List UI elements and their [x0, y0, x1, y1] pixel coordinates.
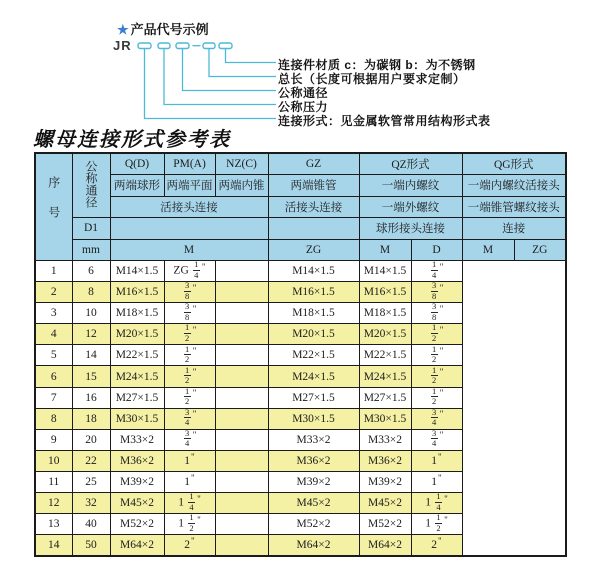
code-box-4: [203, 43, 215, 49]
body-cell: M14×1.5: [110, 261, 164, 282]
body-cell: $\frac{3}{8}$ ": [411, 282, 462, 303]
body-cell: $\frac{1}{2}$ ": [411, 366, 462, 387]
header-cell: 公称通径: [72, 153, 110, 218]
diagram-heading: [117, 19, 209, 38]
pointer-line-pressure: [164, 49, 276, 105]
body-cell: 1 $\frac{1}{2}$ ": [411, 514, 462, 535]
body-cell: ZG $\frac{1}{4}$ ": [164, 261, 215, 282]
body-cell: M18×1.5: [110, 303, 164, 324]
star-icon: ★: [117, 22, 129, 37]
body-cell: 32: [72, 493, 110, 514]
header-row: [35, 196, 566, 218]
header-cell: 一端内螺纹活接头: [462, 175, 566, 197]
pointer-line-length: [209, 49, 276, 77]
body-cell: $\frac{3}{8}$ ": [164, 282, 215, 303]
header-cell: 活接头连接: [268, 196, 359, 218]
header-row: [35, 153, 566, 175]
header-row: [35, 218, 566, 240]
header-cell: 两端平面: [164, 175, 215, 197]
body-cell: $\frac{3}{4}$ ": [411, 429, 462, 450]
body-cell: 12: [72, 324, 110, 345]
body-cell: M39×2: [268, 471, 359, 492]
table-row: [35, 366, 566, 387]
label-form: 连接形式：见金属软管常用结构形式表: [278, 114, 491, 128]
table-row: [35, 408, 566, 429]
header-cell: D: [411, 239, 462, 261]
header-cell: 一端锥管螺纹接头: [462, 196, 566, 218]
body-cell: $\frac{1}{2}$ ": [411, 345, 462, 366]
body-cell: 2": [411, 535, 462, 556]
body-cell: $\frac{3}{4}$ ": [164, 429, 215, 450]
body-cell: [215, 303, 268, 324]
nut-connection-reference-table: [34, 152, 567, 557]
body-cell: [215, 324, 268, 345]
body-cell: M36×2: [268, 450, 359, 471]
body-cell: M30×1.5: [268, 408, 359, 429]
body-cell: [215, 535, 268, 556]
header-cell: mm: [72, 239, 110, 261]
header-row: [35, 175, 566, 197]
body-cell: $\frac{1}{2}$ ": [164, 324, 215, 345]
body-cell: M52×2: [359, 514, 411, 535]
body-cell: M20×1.5: [268, 324, 359, 345]
table-row: [35, 514, 566, 535]
body-cell: 1": [411, 450, 462, 471]
body-cell: M30×1.5: [110, 408, 164, 429]
body-cell: M45×2: [268, 493, 359, 514]
body-cell: $\frac{3}{4}$ ": [411, 408, 462, 429]
body-cell: 11: [35, 471, 72, 492]
body-cell: [215, 450, 268, 471]
table-body: [35, 261, 566, 556]
header-cell: PM(A): [164, 153, 215, 175]
body-cell: M27×1.5: [359, 387, 411, 408]
pointer-line-form: [145, 49, 277, 119]
body-cell: M45×2: [110, 493, 164, 514]
table-row: [35, 429, 566, 450]
header-cell: QZ形式: [359, 153, 462, 175]
header-cell: ZG: [268, 239, 359, 261]
body-cell: M24×1.5: [359, 366, 411, 387]
body-cell: 1 $\frac{1}{2}$ ": [164, 514, 215, 535]
body-cell: 1": [411, 471, 462, 492]
header-cell: M: [110, 239, 268, 261]
body-cell: 3: [35, 303, 72, 324]
body-cell: M27×1.5: [110, 387, 164, 408]
body-cell: $\frac{1}{2}$ ": [164, 366, 215, 387]
body-cell: 2": [164, 535, 215, 556]
body-cell: 15: [72, 366, 110, 387]
header-cell: 一端外螺纹: [359, 196, 462, 218]
body-cell: M16×1.5: [359, 282, 411, 303]
body-cell: 20: [72, 429, 110, 450]
header-cell: 活接头连接: [110, 196, 268, 218]
body-cell: M33×2: [110, 429, 164, 450]
body-cell: 40: [72, 514, 110, 535]
body-cell: 25: [72, 471, 110, 492]
body-cell: M33×2: [268, 429, 359, 450]
body-cell: M45×2: [359, 493, 411, 514]
body-cell: M36×2: [110, 450, 164, 471]
body-cell: 18: [72, 408, 110, 429]
code-box-1: [138, 43, 151, 49]
diagram-heading-text: 产品代号示例: [130, 22, 209, 37]
table-title: 螺母连接形式参考表: [33, 129, 231, 151]
table-row: [35, 282, 566, 303]
header-cell: M: [359, 239, 411, 261]
body-cell: M64×2: [359, 535, 411, 556]
body-cell: M24×1.5: [110, 366, 164, 387]
header-cell: 序号: [35, 153, 72, 261]
label-length: 总长（长度可根据用户要求定制）: [278, 72, 466, 86]
header-cell: GZ: [268, 153, 359, 175]
table-row: [35, 324, 566, 345]
body-cell: $\frac{3}{8}$ ": [164, 303, 215, 324]
pointer-line-diameter: [183, 49, 277, 91]
header-cell: 两端锥管: [268, 175, 359, 197]
header-cell: [110, 218, 268, 240]
body-cell: M18×1.5: [359, 303, 411, 324]
body-cell: M18×1.5: [268, 303, 359, 324]
body-cell: [215, 471, 268, 492]
header-cell: NZ(C): [215, 153, 268, 175]
body-cell: 14: [72, 345, 110, 366]
pointer-line-material: [226, 49, 277, 63]
table-row: [35, 535, 566, 556]
header-cell: 一端内螺纹: [359, 175, 462, 197]
code-box-5: [219, 43, 232, 49]
body-cell: 10: [35, 450, 72, 471]
body-cell: 13: [35, 514, 72, 535]
body-cell: 1: [35, 261, 72, 282]
table-row: [35, 471, 566, 492]
header-row: [35, 239, 566, 261]
label-material: 连接件材质 c：为碳钢 b：为不锈钢: [278, 58, 476, 72]
header-cell: D1: [72, 218, 110, 240]
table-row: [35, 493, 566, 514]
label-pressure: 公称压力: [278, 100, 329, 114]
body-cell: [215, 366, 268, 387]
body-cell: 7: [35, 387, 72, 408]
body-cell: M14×1.5: [268, 261, 359, 282]
body-cell: M20×1.5: [359, 324, 411, 345]
body-cell: M24×1.5: [268, 366, 359, 387]
body-cell: M64×2: [110, 535, 164, 556]
header-cell: 球形接头连接: [359, 218, 462, 240]
label-diameter: 公称通径: [278, 86, 329, 100]
header-cell: [268, 218, 359, 240]
header-cell: QG形式: [462, 153, 566, 175]
body-cell: 10: [72, 303, 110, 324]
body-cell: 1": [164, 450, 215, 471]
body-cell: M14×1.5: [359, 261, 411, 282]
header-cell: Q(D): [110, 153, 164, 175]
body-cell: $\frac{3}{8}$ ": [411, 303, 462, 324]
body-cell: M20×1.5: [110, 324, 164, 345]
body-cell: M33×2: [359, 429, 411, 450]
body-cell: 1": [164, 471, 215, 492]
product-code: JR: [113, 38, 132, 53]
body-cell: M27×1.5: [268, 387, 359, 408]
table-row: [35, 261, 566, 282]
body-cell: M52×2: [110, 514, 164, 535]
header-cell: ZG: [514, 239, 566, 261]
header-cell: 两端球形: [110, 175, 164, 197]
body-cell: M22×1.5: [359, 345, 411, 366]
body-cell: 8: [72, 282, 110, 303]
body-cell: $\frac{1}{2}$ ": [411, 387, 462, 408]
table-row: [35, 450, 566, 471]
body-cell: M22×1.5: [110, 345, 164, 366]
body-cell: [215, 387, 268, 408]
body-cell: 14: [35, 535, 72, 556]
body-cell: M16×1.5: [268, 282, 359, 303]
code-box-3: [176, 43, 189, 49]
body-cell: $\frac{1}{2}$ ": [411, 324, 462, 345]
body-cell: M39×2: [110, 471, 164, 492]
body-cell: 8: [35, 408, 72, 429]
body-cell: [215, 429, 268, 450]
body-cell: M36×2: [359, 450, 411, 471]
body-cell: M52×2: [268, 514, 359, 535]
body-cell: 12: [35, 493, 72, 514]
body-cell: [215, 493, 268, 514]
body-cell: $\frac{1}{2}$ ": [164, 387, 215, 408]
body-cell: M64×2: [268, 535, 359, 556]
body-cell: M30×1.5: [359, 408, 411, 429]
table-row: [35, 303, 566, 324]
body-cell: 22: [72, 450, 110, 471]
body-cell: [215, 408, 268, 429]
header-cell: 连接: [462, 218, 566, 240]
body-cell: 1 $\frac{1}{4}$ ": [411, 493, 462, 514]
header-cell: 两端内锥: [215, 175, 268, 197]
body-cell: M22×1.5: [268, 345, 359, 366]
body-cell: [215, 282, 268, 303]
body-cell: [215, 514, 268, 535]
body-cell: $\frac{3}{4}$ ": [164, 408, 215, 429]
body-cell: [215, 261, 268, 282]
body-cell: 9: [35, 429, 72, 450]
table-row: [35, 345, 566, 366]
body-cell: 4: [35, 324, 72, 345]
code-box-2: [158, 43, 170, 49]
table-row: [35, 387, 566, 408]
body-cell: $\frac{1}{2}$ ": [164, 345, 215, 366]
table-header: [35, 153, 566, 261]
body-cell: M16×1.5: [110, 282, 164, 303]
header-cell: M: [462, 239, 514, 261]
body-cell: M39×2: [359, 471, 411, 492]
body-cell: 6: [72, 261, 110, 282]
body-cell: 50: [72, 535, 110, 556]
body-cell: 2: [35, 282, 72, 303]
body-cell: $\frac{1}{4}$ ": [411, 261, 462, 282]
body-cell: [215, 345, 268, 366]
body-cell: 6: [35, 366, 72, 387]
body-cell: 1 $\frac{1}{4}$ ": [164, 493, 215, 514]
body-cell: 5: [35, 345, 72, 366]
body-cell: 16: [72, 387, 110, 408]
